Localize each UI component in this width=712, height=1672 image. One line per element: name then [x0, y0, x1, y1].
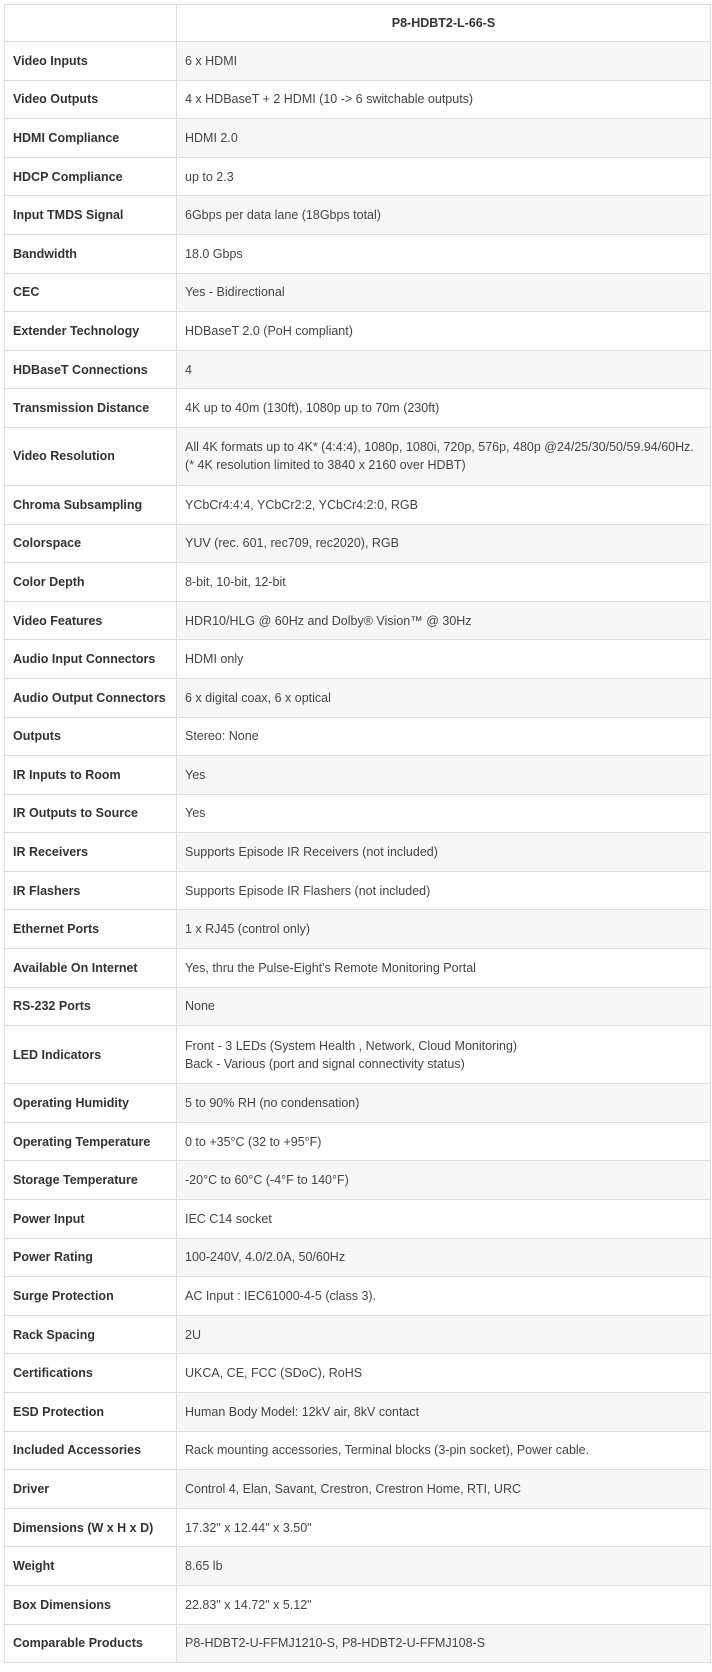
spec-label: HDBaseT Connections: [5, 350, 177, 389]
spec-row: [5, 485, 711, 524]
spec-value: [177, 910, 711, 949]
spec-label: Weight: [5, 1547, 177, 1586]
product-name-header: P8-HDBT2-L-66-S: [177, 5, 711, 42]
spec-value: [177, 1026, 711, 1084]
spec-label: IR Flashers: [5, 871, 177, 910]
spec-value: [177, 273, 711, 312]
spec-table-header: [5, 5, 711, 42]
spec-value-line: Back - Various (port and signal connectivity status): [185, 1056, 465, 1071]
spec-value-line: Yes - Bidirectional: [185, 285, 285, 300]
spec-row: [5, 1393, 711, 1432]
spec-label: Certifications: [5, 1354, 177, 1393]
spec-label: Power Rating: [5, 1238, 177, 1277]
spec-label: Power Input: [5, 1200, 177, 1239]
spec-row: [5, 1026, 711, 1084]
spec-value: [177, 1084, 711, 1123]
spec-value-line: Human Body Model: 12kV air, 8kV contact: [185, 1404, 420, 1419]
spec-row: [5, 1354, 711, 1393]
spec-row: [5, 601, 711, 640]
spec-label: Color Depth: [5, 563, 177, 602]
spec-value: [177, 1354, 711, 1393]
spec-value: [177, 1585, 711, 1624]
spec-value: [177, 1508, 711, 1547]
spec-label: HDMI Compliance: [5, 119, 177, 158]
spec-label: Operating Humidity: [5, 1084, 177, 1123]
spec-row: [5, 1122, 711, 1161]
spec-row: [5, 119, 711, 158]
spec-label: Comparable Products: [5, 1624, 177, 1663]
spec-row: [5, 157, 711, 196]
spec-value: [177, 1238, 711, 1277]
spec-label: Ethernet Ports: [5, 910, 177, 949]
spec-value-line: Yes: [185, 767, 206, 782]
spec-value: [177, 1315, 711, 1354]
spec-row: [5, 427, 711, 485]
spec-value-line: 6 x digital coax, 6 x optical: [185, 690, 331, 705]
spec-label: Extender Technology: [5, 312, 177, 351]
spec-value: [177, 640, 711, 679]
spec-table: [4, 4, 711, 1663]
spec-row: [5, 910, 711, 949]
spec-label: Input TMDS Signal: [5, 196, 177, 235]
spec-row: [5, 1585, 711, 1624]
spec-value: [177, 312, 711, 351]
spec-row: [5, 717, 711, 756]
spec-row: [5, 678, 711, 717]
spec-label: RS-232 Ports: [5, 987, 177, 1026]
spec-value-line: None: [185, 999, 215, 1014]
spec-row: [5, 1238, 711, 1277]
spec-label: IR Inputs to Room: [5, 756, 177, 795]
spec-value: [177, 1277, 711, 1316]
spec-value: [177, 196, 711, 235]
spec-value-line: HDMI only: [185, 652, 244, 667]
spec-value-line: 17.32" x 12.44" x 3.50": [185, 1520, 312, 1535]
spec-label: Chroma Subsampling: [5, 485, 177, 524]
spec-label: Driver: [5, 1470, 177, 1509]
spec-row: [5, 640, 711, 679]
spec-value: [177, 987, 711, 1026]
spec-value-line: Supports Episode IR Receivers (not included): [185, 845, 438, 860]
spec-value: [177, 1624, 711, 1663]
spec-label: CEC: [5, 273, 177, 312]
spec-row: [5, 1200, 711, 1239]
spec-value: [177, 833, 711, 872]
spec-value: [177, 234, 711, 273]
spec-value-line: 100-240V, 4.0/2.0A, 50/60Hz: [185, 1250, 346, 1265]
spec-value: [177, 119, 711, 158]
spec-table-body: [5, 42, 711, 1663]
spec-label: HDCP Compliance: [5, 157, 177, 196]
spec-value: [177, 389, 711, 428]
spec-label: Outputs: [5, 717, 177, 756]
spec-value-line: P8-HDBT2-U-FFMJ1210-S, P8-HDBT2-U-FFMJ108-S: [185, 1636, 486, 1651]
spec-row: [5, 756, 711, 795]
spec-row: [5, 1084, 711, 1123]
spec-value: [177, 871, 711, 910]
spec-value-line: HDBaseT 2.0 (PoH compliant): [185, 323, 353, 338]
spec-value: [177, 1393, 711, 1432]
spec-row: [5, 794, 711, 833]
spec-value-line: 4: [185, 362, 192, 377]
spec-value-line: 4 x HDBaseT + 2 HDMI (10 -> 6 switchable outputs): [185, 92, 474, 107]
spec-row: [5, 80, 711, 119]
header-blank-cell: [5, 5, 177, 42]
spec-label: Box Dimensions: [5, 1585, 177, 1624]
spec-value: [177, 756, 711, 795]
spec-label: Video Features: [5, 601, 177, 640]
spec-value-line: HDR10/HLG @ 60Hz and Dolby® Vision™ @ 30Hz: [185, 613, 472, 628]
spec-value-line: Supports Episode IR Flashers (not included): [185, 883, 431, 898]
spec-row: [5, 1470, 711, 1509]
spec-row: [5, 1624, 711, 1663]
spec-value-line: UKCA, CE, FCC (SDoC), RoHS: [185, 1366, 363, 1381]
spec-label: Bandwidth: [5, 234, 177, 273]
spec-value-line: Stereo: None: [185, 729, 259, 744]
spec-value-line: (* 4K resolution limited to 3840 x 2160 over HDBT): [185, 458, 466, 473]
spec-row: [5, 1508, 711, 1547]
spec-row: [5, 524, 711, 563]
spec-label: IR Receivers: [5, 833, 177, 872]
spec-value: [177, 949, 711, 988]
spec-row: [5, 196, 711, 235]
spec-label: ESD Protection: [5, 1393, 177, 1432]
spec-value-line: AC Input : IEC61000-4-5 (class 3).: [185, 1289, 377, 1304]
spec-value-line: 1 x RJ45 (control only): [185, 922, 311, 937]
spec-value-line: 6 x HDMI: [185, 53, 238, 68]
spec-value-line: 4K up to 40m (130ft), 1080p up to 70m (230ft): [185, 401, 440, 416]
spec-value-line: 18.0 Gbps: [185, 246, 243, 261]
spec-value-line: YUV (rec. 601, rec709, rec2020), RGB: [185, 536, 399, 551]
spec-value-line: up to 2.3: [185, 169, 234, 184]
spec-value-line: All 4K formats up to 4K* (4:4:4), 1080p, 1080i, 720p, 576p, 480p @24/25/30/50/59.94/60Hz.: [185, 440, 694, 455]
spec-label: Rack Spacing: [5, 1315, 177, 1354]
spec-value: [177, 794, 711, 833]
spec-label: Video Outputs: [5, 80, 177, 119]
spec-value: [177, 1470, 711, 1509]
spec-row: [5, 987, 711, 1026]
spec-label: Transmission Distance: [5, 389, 177, 428]
spec-value-line: Yes, thru the Pulse-Eight's Remote Monitoring Portal: [185, 960, 476, 975]
spec-label: Audio Input Connectors: [5, 640, 177, 679]
spec-row: [5, 1277, 711, 1316]
spec-value-line: 5 to 90% RH (no condensation): [185, 1096, 360, 1111]
spec-value-line: -20°C to 60°C (-4°F to 140°F): [185, 1173, 349, 1188]
spec-value-line: HDMI 2.0: [185, 130, 238, 145]
spec-row: [5, 563, 711, 602]
spec-label: Storage Temperature: [5, 1161, 177, 1200]
spec-label: Surge Protection: [5, 1277, 177, 1316]
spec-value: [177, 563, 711, 602]
spec-row: [5, 1431, 711, 1470]
spec-value: [177, 1122, 711, 1161]
spec-label: Dimensions (W x H x D): [5, 1508, 177, 1547]
spec-value: [177, 80, 711, 119]
spec-value: [177, 1200, 711, 1239]
spec-value-line: 8.65 lb: [185, 1559, 223, 1574]
spec-value: [177, 1161, 711, 1200]
spec-value-line: YCbCr4:4:4, YCbCr2:2, YCbCr4:2:0, RGB: [185, 497, 418, 512]
spec-value: [177, 157, 711, 196]
spec-value-line: 0 to +35°C (32 to +95°F): [185, 1134, 322, 1149]
spec-label: Included Accessories: [5, 1431, 177, 1470]
spec-value: [177, 601, 711, 640]
spec-value-line: IEC C14 socket: [185, 1211, 272, 1226]
spec-row: [5, 833, 711, 872]
spec-value: [177, 350, 711, 389]
spec-value: [177, 42, 711, 81]
spec-row: [5, 871, 711, 910]
spec-row: [5, 234, 711, 273]
spec-row: [5, 350, 711, 389]
spec-label: Video Inputs: [5, 42, 177, 81]
spec-value: [177, 717, 711, 756]
spec-value-line: 8-bit, 10-bit, 12-bit: [185, 574, 286, 589]
spec-row: [5, 312, 711, 351]
spec-value-line: 22.83" x 14.72" x 5.12": [185, 1597, 312, 1612]
spec-row: [5, 1547, 711, 1586]
spec-value: [177, 678, 711, 717]
spec-row: [5, 949, 711, 988]
spec-label: Available On Internet: [5, 949, 177, 988]
spec-value-line: Front - 3 LEDs (System Health , Network, Cloud Monitoring): [185, 1038, 518, 1053]
spec-row: [5, 42, 711, 81]
spec-value-line: 6Gbps per data lane (18Gbps total): [185, 208, 381, 223]
spec-value: [177, 485, 711, 524]
spec-row: [5, 1161, 711, 1200]
spec-label: Audio Output Connectors: [5, 678, 177, 717]
spec-label: Video Resolution: [5, 427, 177, 485]
spec-label: LED Indicators: [5, 1026, 177, 1084]
header-row: [5, 5, 711, 42]
spec-row: [5, 1315, 711, 1354]
spec-value-line: 2U: [185, 1327, 201, 1342]
spec-value: [177, 427, 711, 485]
spec-label: IR Outputs to Source: [5, 794, 177, 833]
spec-row: [5, 273, 711, 312]
spec-label: Colorspace: [5, 524, 177, 563]
spec-value-line: Rack mounting accessories, Terminal blocks (3-pin socket), Power cable.: [185, 1443, 590, 1458]
spec-value: [177, 524, 711, 563]
spec-value: [177, 1431, 711, 1470]
spec-value: [177, 1547, 711, 1586]
spec-value-line: Control 4, Elan, Savant, Crestron, Crestron Home, RTI, URC: [185, 1481, 521, 1496]
spec-label: Operating Temperature: [5, 1122, 177, 1161]
spec-value-line: Yes: [185, 806, 206, 821]
spec-row: [5, 389, 711, 428]
